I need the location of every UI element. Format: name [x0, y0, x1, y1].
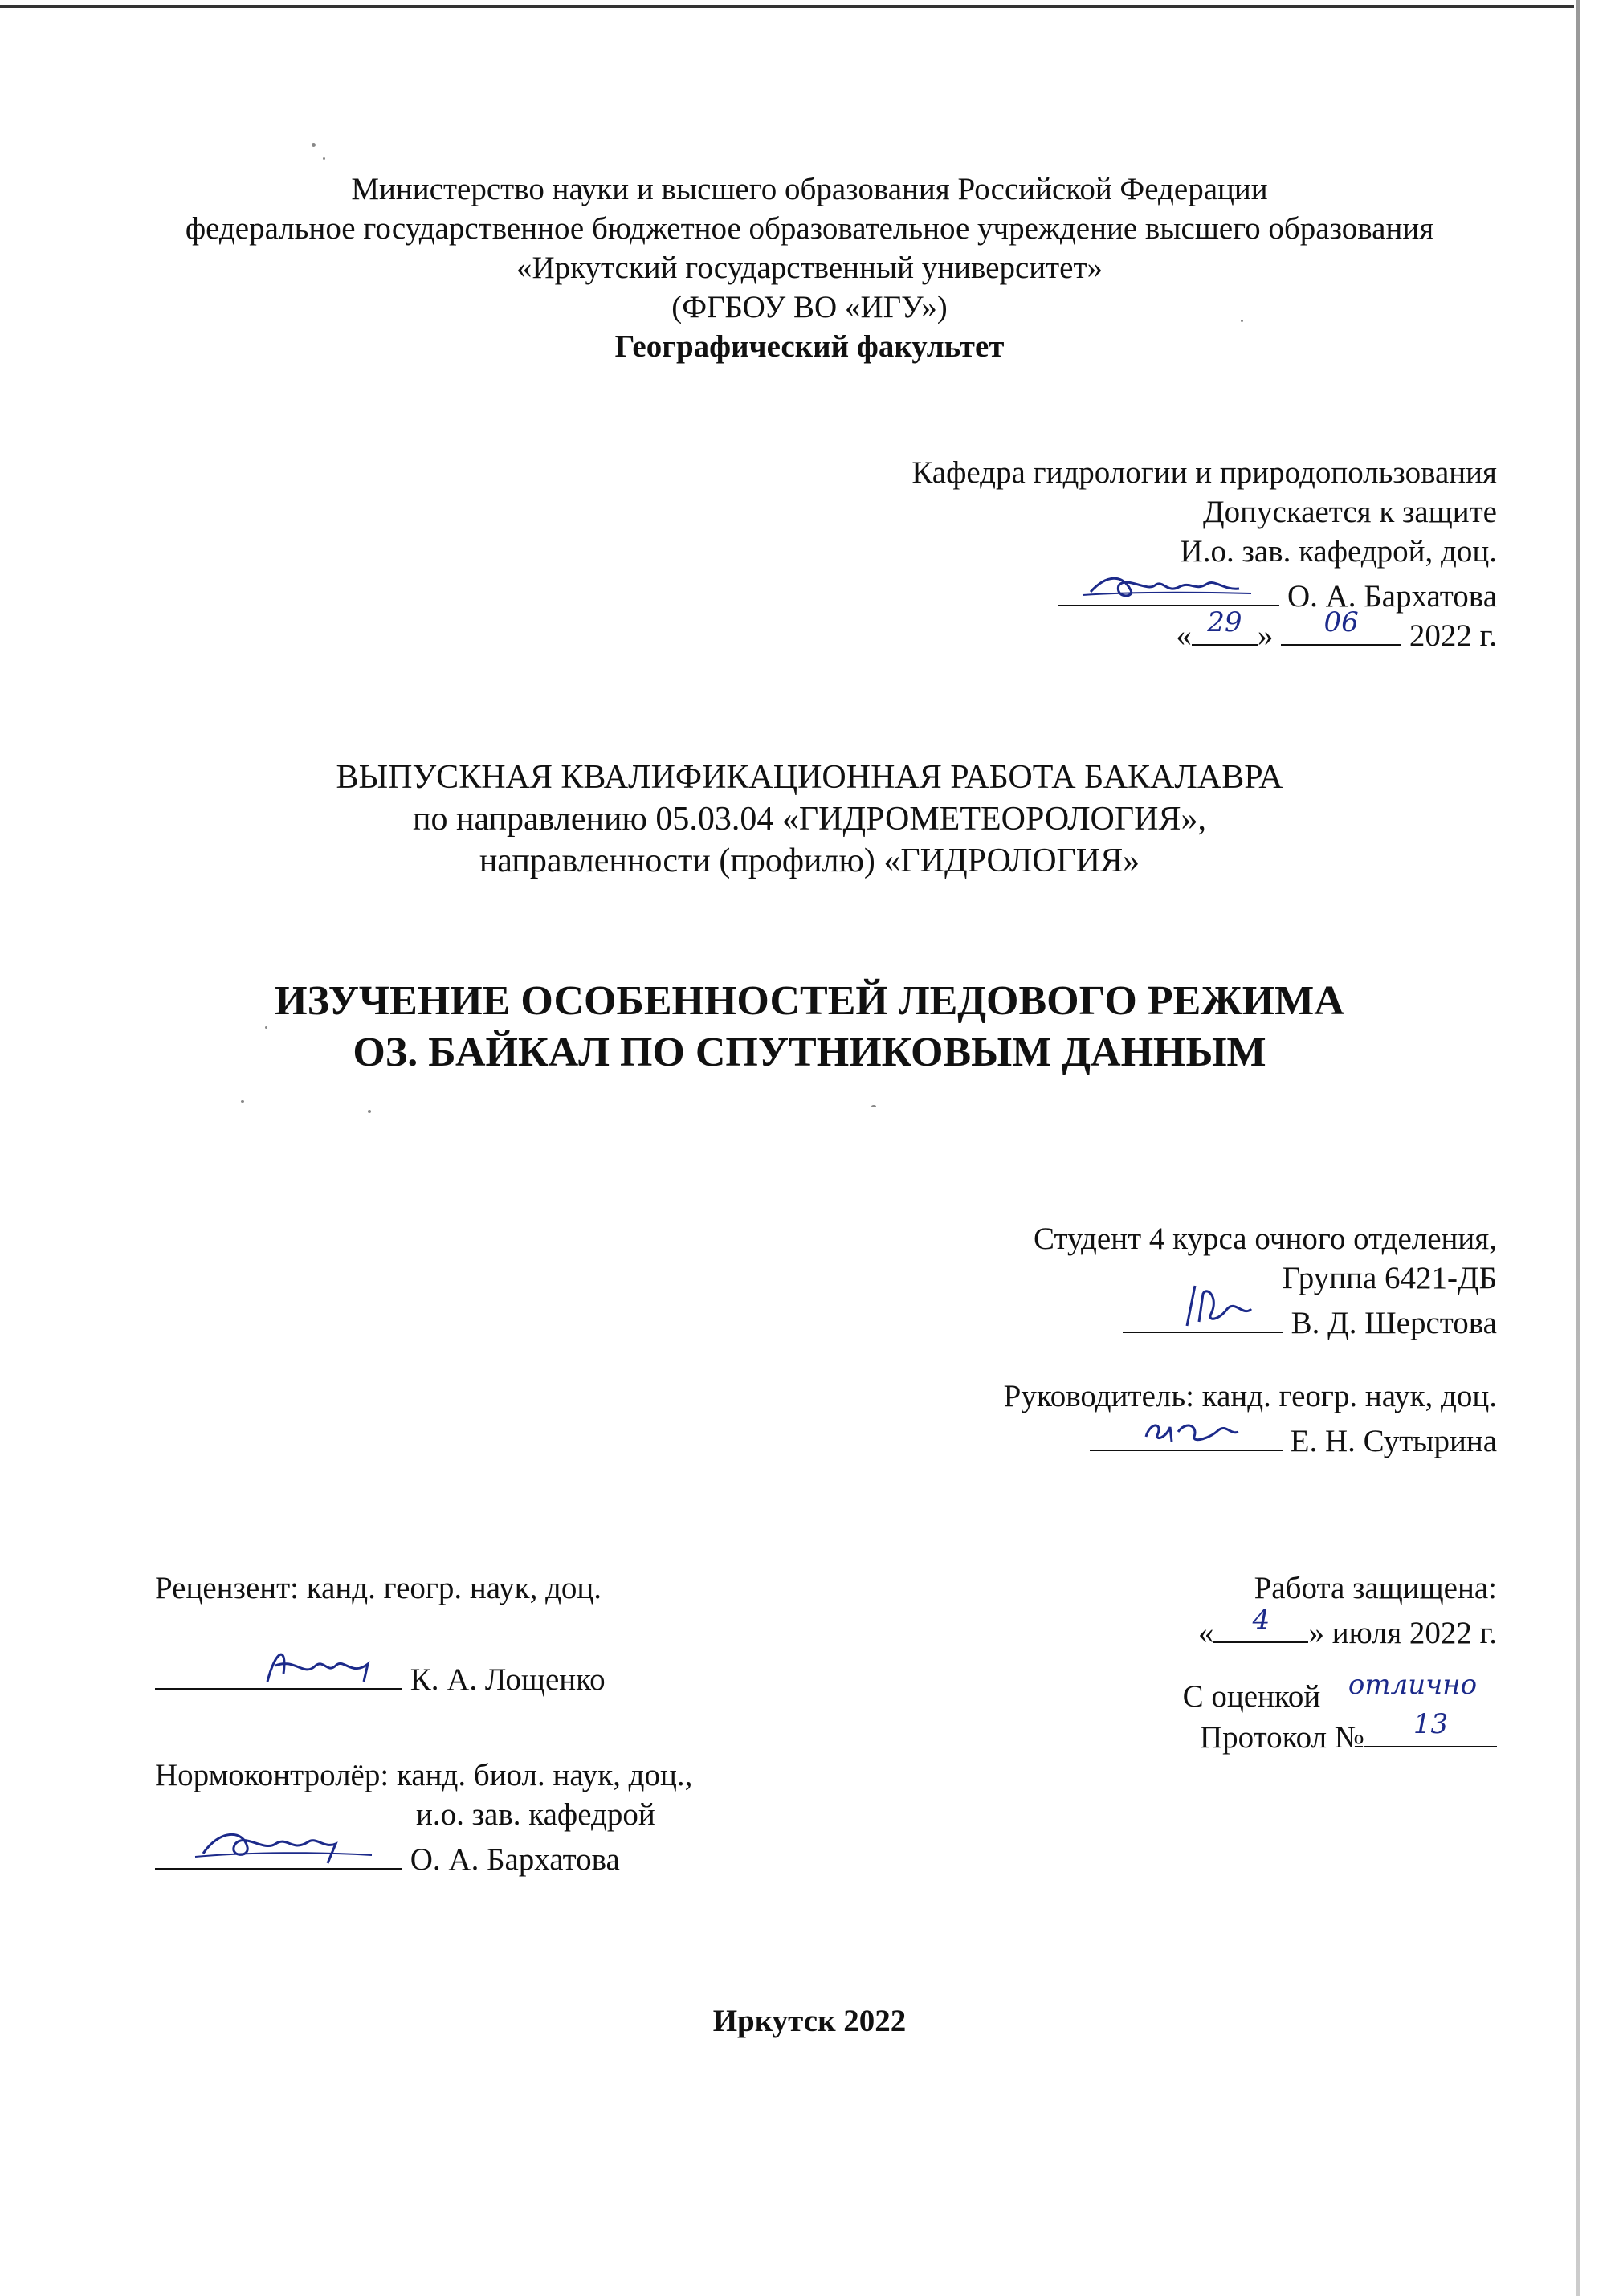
normcontrol-signature-line — [155, 1836, 620, 1878]
department-name: Кафедра гидрологии и природопользования — [911, 455, 1497, 490]
defense-label: Работа защищена: — [1254, 1571, 1497, 1605]
signature-blank — [1090, 1417, 1283, 1451]
signature-blank — [1058, 573, 1279, 606]
grade-value: отлично — [1348, 1669, 1478, 1701]
signature-blank — [155, 1656, 402, 1690]
reviewer-signature-line — [155, 1656, 606, 1699]
student-signature — [1123, 1282, 1283, 1330]
thesis-title-line-2: ОЗ. БАЙКАЛ ПО СПУТНИКОВЫМ ДАННЫМ — [353, 1030, 1266, 1075]
normcontrol-signature — [155, 1825, 402, 1866]
protocol-blank — [1364, 1708, 1497, 1747]
ministry-line: Министерство науки и высшего образования Российской Федерации — [351, 172, 1268, 206]
approval-month: 06 — [1323, 606, 1359, 638]
university-name: «Иркутский государственный университет» — [516, 251, 1103, 285]
student-label: Студент 4 курса очного отделения, — [1033, 1221, 1497, 1256]
protocol-label: Протокол № — [1199, 1720, 1364, 1755]
supervisor-name: Е. Н. Сутырина — [1290, 1424, 1497, 1458]
signature-blank — [1123, 1299, 1283, 1333]
work-profile: направленности (профилю) «ГИДРОЛОГИЯ» — [479, 842, 1140, 879]
approval-year: 2022 г. — [1409, 618, 1497, 653]
admitted-to-defense: Допускается к защите — [1203, 495, 1497, 529]
city-year: Иркутск 2022 — [712, 2004, 907, 2038]
approval-date-line — [1176, 606, 1497, 655]
scan-top-edge — [0, 5, 1574, 8]
student-name: В. Д. Шерстова — [1291, 1306, 1497, 1340]
scan-speck — [312, 143, 316, 147]
normcontrol-position: и.о. зав. кафедрой — [416, 1797, 655, 1832]
protocol-number: 13 — [1413, 1708, 1449, 1740]
signature-blank — [155, 1836, 402, 1870]
normcontrol-label: Нормоконтролёр: канд. биол. наук, доц., — [155, 1758, 693, 1792]
normcontrol-name: О. А. Бархатова — [410, 1842, 620, 1877]
scan-speck — [871, 1105, 876, 1107]
grade-label: С оценкой — [1182, 1679, 1321, 1714]
supervisor-label: Руководитель: канд. геогр. наук, доц. — [1003, 1379, 1497, 1413]
university-abbreviation: (ФГБОУ ВО «ИГУ») — [671, 290, 948, 324]
supervisor-signature-line — [1090, 1417, 1497, 1460]
work-type: ВЫПУСКНАЯ КВАЛИФИКАЦИОННАЯ РАБОТА БАКАЛАВРА — [336, 759, 1283, 796]
defense-date-rest: » июля 2022 г. — [1308, 1616, 1497, 1650]
day-blank — [1213, 1604, 1308, 1643]
reviewer-signature — [155, 1641, 402, 1686]
quote-open: « — [1197, 1616, 1214, 1650]
grade-field — [1328, 1669, 1497, 1707]
head-name: О. А. Бархатова — [1287, 579, 1497, 614]
day-blank — [1192, 606, 1258, 646]
head-signature-line — [1058, 573, 1497, 615]
reviewer-label: Рецензент: канд. геогр. наук, доц. — [155, 1571, 602, 1605]
supervisor-signature — [1090, 1413, 1283, 1448]
faculty-name: Географический факультет — [614, 329, 1005, 364]
head-position: И.о. зав. кафедрой, доц. — [1180, 534, 1497, 569]
protocol-line — [1199, 1708, 1497, 1756]
reviewer-name: К. А. Лощенко — [410, 1662, 606, 1697]
month-blank — [1281, 606, 1401, 646]
scan-speck — [323, 157, 325, 160]
defense-day: 4 — [1252, 1604, 1270, 1636]
quote-close: » — [1257, 618, 1274, 653]
thesis-title-line-1: ИЗУЧЕНИЕ ОСОБЕННОСТЕЙ ЛЕДОВОГО РЕЖИМА — [275, 978, 1344, 1024]
scan-speck — [241, 1100, 244, 1103]
institution-type-line: федеральное государственное бюджетное образовательное учреждение высшего образования — [185, 211, 1434, 246]
work-direction: по направлению 05.03.04 «ГИДРОМЕТЕОРОЛОГИЯ», — [412, 801, 1207, 838]
student-signature-line — [1123, 1299, 1497, 1342]
defense-date-line — [1197, 1604, 1497, 1652]
quote-open: « — [1176, 618, 1192, 653]
scan-speck — [368, 1110, 371, 1113]
student-group: Группа 6421-ДБ — [1282, 1261, 1497, 1295]
approval-day: 29 — [1207, 606, 1242, 638]
head-signature — [1058, 568, 1279, 603]
